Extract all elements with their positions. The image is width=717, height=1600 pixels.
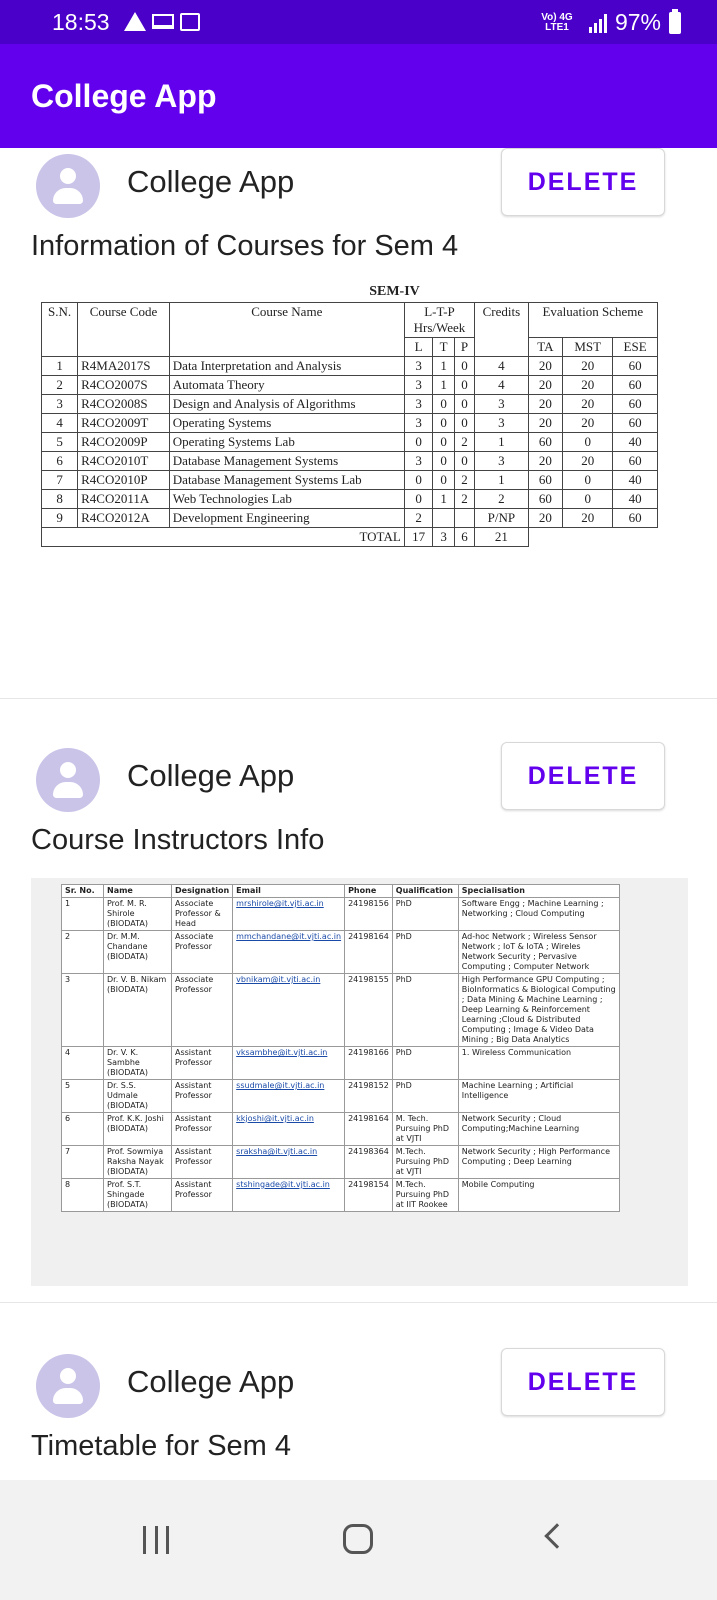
app-title: College App bbox=[31, 78, 217, 114]
table-cell: Operating Systems Lab bbox=[169, 433, 404, 452]
table-cell: 20 bbox=[528, 376, 563, 395]
table-row bbox=[62, 1080, 620, 1113]
table-cell: 40 bbox=[613, 433, 658, 452]
table-cell: 0 bbox=[454, 376, 474, 395]
table-row bbox=[42, 509, 658, 528]
post-feed[interactable] bbox=[0, 148, 717, 1480]
status-time: 18:53 bbox=[52, 9, 110, 35]
table-cell: 0 bbox=[454, 414, 474, 433]
delete-button[interactable]: DELETE bbox=[501, 1348, 665, 1416]
table-cell: 0 bbox=[433, 452, 454, 471]
table-row bbox=[42, 433, 658, 452]
col-header: MST bbox=[563, 338, 613, 357]
table-row bbox=[42, 414, 658, 433]
col-header: Evaluation Scheme bbox=[528, 303, 657, 338]
delete-button[interactable]: DELETE bbox=[501, 742, 665, 810]
table-cell: 5 bbox=[62, 1080, 104, 1113]
table-cell: 20 bbox=[528, 414, 563, 433]
table-cell: 1. Wireless Communication bbox=[458, 1047, 619, 1080]
table-cell: High Performance GPU Computing ; BioInformatics & Biological Computing ; Data Mining & Machine Learning ; Deep Learning & Reinforcement Learning ;Cloud & Distributed Computing ; Image & Video Data Mining ; Big Data Analytics bbox=[458, 974, 619, 1047]
table-cell: Software Engg ; Machine Learning ; Networking ; Cloud Computing bbox=[458, 898, 619, 931]
table-cell: 24198155 bbox=[345, 974, 393, 1047]
table-cell: 0 bbox=[563, 433, 613, 452]
table-cell: 7 bbox=[42, 471, 78, 490]
instructors-table-image[interactable] bbox=[31, 878, 688, 1286]
table-row bbox=[42, 490, 658, 509]
table-cell: R4MA2017S bbox=[78, 357, 170, 376]
table-cell: 24198164 bbox=[345, 1113, 393, 1146]
table-cell: 0 bbox=[433, 395, 454, 414]
post-author: College App bbox=[127, 758, 295, 793]
table-cell: R4CO2011A bbox=[78, 490, 170, 509]
table-row bbox=[42, 376, 658, 395]
recent-apps-button[interactable] bbox=[143, 1526, 169, 1554]
table-row bbox=[62, 1179, 620, 1212]
table-cell: Mobile Computing bbox=[458, 1179, 619, 1212]
table-cell: 0 bbox=[563, 490, 613, 509]
table-cell[interactable]: Dr. V. K. Sambhe (BIODATA) bbox=[104, 1047, 172, 1080]
table-cell: 6 bbox=[62, 1113, 104, 1146]
table-cell: Machine Learning ; Artificial Intelligence bbox=[458, 1080, 619, 1113]
table-row bbox=[62, 1113, 620, 1146]
table-cell: Associate Professor bbox=[172, 974, 233, 1047]
table-cell: 2 bbox=[454, 471, 474, 490]
table-cell: 60 bbox=[613, 414, 658, 433]
table-row bbox=[42, 357, 658, 376]
table-cell: 60 bbox=[613, 452, 658, 471]
table-cell: 0 bbox=[404, 433, 433, 452]
table-cell[interactable]: Prof. M. R. Shirole (BIODATA) bbox=[104, 898, 172, 931]
col-header: P bbox=[454, 338, 474, 357]
notification-icons bbox=[124, 12, 200, 31]
table-cell: M. Tech. Pursuing PhD at VJTI bbox=[392, 1113, 458, 1146]
table-cell: 0 bbox=[563, 471, 613, 490]
post-author: College App bbox=[127, 1364, 295, 1399]
battery-icon bbox=[669, 12, 681, 34]
table-cell: 6 bbox=[42, 452, 78, 471]
table-cell: 0 bbox=[433, 433, 454, 452]
post-card bbox=[0, 148, 717, 688]
sem-heading: SEM-IV bbox=[369, 284, 420, 299]
col-header: Designation bbox=[172, 885, 233, 898]
table-cell: 2 bbox=[62, 931, 104, 974]
table-cell: R4CO2010T bbox=[78, 452, 170, 471]
table-cell: 2 bbox=[42, 376, 78, 395]
table-cell[interactable]: mmchandane@it.vjti.ac.in bbox=[233, 931, 345, 974]
signal-icon bbox=[589, 13, 607, 33]
table-cell: PhD bbox=[392, 898, 458, 931]
col-header: Sr. No. bbox=[62, 885, 104, 898]
table-cell: 9 bbox=[42, 509, 78, 528]
col-header: L bbox=[404, 338, 433, 357]
table-cell: PhD bbox=[392, 931, 458, 974]
table-cell[interactable]: vbnikam@it.vjti.ac.in bbox=[233, 974, 345, 1047]
table-cell: 3 bbox=[404, 414, 433, 433]
post-title: Information of Courses for Sem 4 bbox=[31, 230, 459, 262]
table-cell: 3 bbox=[404, 357, 433, 376]
table-cell: Assistant Professor bbox=[172, 1080, 233, 1113]
status-bar bbox=[0, 0, 717, 44]
post-card bbox=[0, 742, 717, 1322]
table-cell: 60 bbox=[528, 490, 563, 509]
table-cell: 0 bbox=[433, 414, 454, 433]
table-cell: 2 bbox=[454, 433, 474, 452]
table-cell: Database Management Systems bbox=[169, 452, 404, 471]
table-cell: Database Management Systems Lab bbox=[169, 471, 404, 490]
table-cell: 24198364 bbox=[345, 1146, 393, 1179]
col-header: Name bbox=[104, 885, 172, 898]
col-header: TA bbox=[528, 338, 563, 357]
table-cell: 1 bbox=[475, 471, 528, 490]
table-cell: 60 bbox=[528, 471, 563, 490]
table-cell: 4 bbox=[42, 414, 78, 433]
table-cell[interactable]: ssudmale@it.vjti.ac.in bbox=[233, 1080, 345, 1113]
table-cell: 24198152 bbox=[345, 1080, 393, 1113]
table-cell: 2 bbox=[475, 490, 528, 509]
table-cell: 1 bbox=[62, 898, 104, 931]
table-cell: 0 bbox=[404, 471, 433, 490]
col-header: T bbox=[433, 338, 454, 357]
table-cell: 1 bbox=[42, 357, 78, 376]
table-cell: Network Security ; Cloud Computing;Machine Learning bbox=[458, 1113, 619, 1146]
table-cell: 60 bbox=[613, 395, 658, 414]
table-cell: 2 bbox=[454, 490, 474, 509]
post-title: Timetable for Sem 4 bbox=[31, 1430, 292, 1462]
delete-button[interactable]: DELETE bbox=[501, 148, 665, 216]
table-cell: 1 bbox=[433, 376, 454, 395]
table-cell[interactable]: Prof. S.T. Shingade (BIODATA) bbox=[104, 1179, 172, 1212]
table-cell: R4CO2007S bbox=[78, 376, 170, 395]
table-cell: M.Tech. Pursuing PhD at VJTI bbox=[392, 1146, 458, 1179]
table-cell: Assistant Professor bbox=[172, 1146, 233, 1179]
avatar bbox=[36, 1354, 100, 1418]
home-button[interactable] bbox=[343, 1524, 373, 1554]
table-cell: 3 bbox=[404, 395, 433, 414]
table-cell: M.Tech. Pursuing PhD at IIT Rookee bbox=[392, 1179, 458, 1212]
network-indicator: Vo) 4G LTE1 bbox=[541, 11, 573, 33]
table-cell: 20 bbox=[528, 452, 563, 471]
table-cell: 40 bbox=[613, 490, 658, 509]
table-cell: 4 bbox=[62, 1047, 104, 1080]
table-cell: 3 bbox=[404, 452, 433, 471]
table-cell: 60 bbox=[613, 376, 658, 395]
table-cell[interactable]: Dr. M.M. Chandane (BIODATA) bbox=[104, 931, 172, 974]
table-cell[interactable]: Prof. K.K. Joshi (BIODATA) bbox=[104, 1113, 172, 1146]
table-cell: 5 bbox=[42, 433, 78, 452]
table-cell[interactable]: stshingade@it.vjti.ac.in bbox=[233, 1179, 345, 1212]
table-cell: 4 bbox=[475, 376, 528, 395]
table-cell: Automata Theory bbox=[169, 376, 404, 395]
table-cell: 3 bbox=[404, 376, 433, 395]
table-row bbox=[42, 452, 658, 471]
avatar bbox=[36, 748, 100, 812]
table-cell: Design and Analysis of Algorithms bbox=[169, 395, 404, 414]
col-header: L-T-P Hrs/Week bbox=[404, 303, 474, 338]
table-cell: 24198156 bbox=[345, 898, 393, 931]
avatar bbox=[36, 154, 100, 218]
app-bar bbox=[0, 44, 717, 148]
table-cell: Operating Systems bbox=[169, 414, 404, 433]
table-cell[interactable]: kkjoshi@it.vjti.ac.in bbox=[233, 1113, 345, 1146]
table-cell: Data Interpretation and Analysis bbox=[169, 357, 404, 376]
col-header: Course Code bbox=[78, 303, 170, 357]
table-cell: 3 bbox=[42, 395, 78, 414]
table-cell: 3 bbox=[475, 452, 528, 471]
table-row bbox=[42, 395, 658, 414]
col-header: Qualification bbox=[392, 885, 458, 898]
table-cell: 20 bbox=[563, 376, 613, 395]
table-cell: Associate Professor bbox=[172, 931, 233, 974]
table-row bbox=[62, 931, 620, 974]
col-header: Course Name bbox=[169, 303, 404, 357]
table-cell: 1 bbox=[433, 357, 454, 376]
table-cell: 24198166 bbox=[345, 1047, 393, 1080]
table-cell: Network Security ; High Performance Computing ; Deep Learning bbox=[458, 1146, 619, 1179]
table-cell: PhD bbox=[392, 1080, 458, 1113]
col-header: S.N. bbox=[42, 303, 78, 357]
table-cell: R4CO2010P bbox=[78, 471, 170, 490]
instructors-table bbox=[61, 884, 620, 1212]
laptop-icon bbox=[152, 14, 174, 29]
table-cell: 0 bbox=[454, 395, 474, 414]
table-cell: 0 bbox=[404, 490, 433, 509]
table-cell: 8 bbox=[42, 490, 78, 509]
table-cell: 8 bbox=[62, 1179, 104, 1212]
table-cell: PhD bbox=[392, 974, 458, 1047]
table-cell: 20 bbox=[563, 452, 613, 471]
table-cell: 20 bbox=[528, 509, 563, 528]
table-cell: Assistant Professor bbox=[172, 1179, 233, 1212]
table-cell: 20 bbox=[528, 357, 563, 376]
table-cell: 20 bbox=[563, 509, 613, 528]
table-cell: PhD bbox=[392, 1047, 458, 1080]
table-cell: 0 bbox=[433, 471, 454, 490]
table-cell: P/NP bbox=[475, 509, 528, 528]
navigation-bar bbox=[0, 1480, 717, 1600]
table-cell: R4CO2009P bbox=[78, 433, 170, 452]
table-cell[interactable]: mrshirole@it.vjti.ac.in bbox=[233, 898, 345, 931]
table-cell: 40 bbox=[613, 471, 658, 490]
table-row bbox=[62, 1047, 620, 1080]
battery-percent: 97% bbox=[614, 9, 661, 35]
col-header: Email bbox=[233, 885, 345, 898]
table-cell: 24198154 bbox=[345, 1179, 393, 1212]
table-row bbox=[42, 471, 658, 490]
course-table bbox=[41, 302, 658, 547]
table-row bbox=[62, 974, 620, 1047]
table-cell bbox=[433, 509, 454, 528]
table-cell[interactable]: Dr. V. B. Nikam (BIODATA) bbox=[104, 974, 172, 1047]
table-cell: Associate Professor & Head bbox=[172, 898, 233, 931]
table-cell: 60 bbox=[613, 357, 658, 376]
course-table-image[interactable] bbox=[31, 284, 688, 672]
table-cell: Ad-hoc Network ; Wireless Sensor Network ; IoT & IoTA ; Wireles Network Security ; Pervasive Computing ; Computer Network bbox=[458, 931, 619, 974]
post-author: College App bbox=[127, 164, 295, 199]
table-cell: 3 bbox=[475, 414, 528, 433]
table-row bbox=[62, 898, 620, 931]
table-cell: 60 bbox=[528, 433, 563, 452]
image-icon bbox=[180, 13, 200, 31]
col-header: Specialisation bbox=[458, 885, 619, 898]
table-cell[interactable]: Dr. S.S. Udmale (BIODATA) bbox=[104, 1080, 172, 1113]
table-row bbox=[62, 1146, 620, 1179]
alert-icon bbox=[124, 12, 146, 31]
status-right bbox=[533, 9, 681, 36]
table-cell: 24198164 bbox=[345, 931, 393, 974]
table-cell: Assistant Professor bbox=[172, 1047, 233, 1080]
table-cell: 20 bbox=[528, 395, 563, 414]
table-cell: 20 bbox=[563, 395, 613, 414]
col-header: Credits bbox=[475, 303, 528, 357]
table-cell: 1 bbox=[475, 433, 528, 452]
table-cell: 3 bbox=[475, 395, 528, 414]
table-cell: 20 bbox=[563, 357, 613, 376]
table-cell: 20 bbox=[563, 414, 613, 433]
total-row: TOTAL 17 3 6 21 bbox=[42, 528, 658, 547]
table-cell: R4CO2012A bbox=[78, 509, 170, 528]
post-title: Course Instructors Info bbox=[31, 824, 325, 856]
col-header: ESE bbox=[613, 338, 658, 357]
table-cell: Assistant Professor bbox=[172, 1113, 233, 1146]
back-button[interactable] bbox=[544, 1523, 569, 1548]
table-cell[interactable]: vksambhe@it.vjti.ac.in bbox=[233, 1047, 345, 1080]
table-cell[interactable]: sraksha@it.vjti.ac.in bbox=[233, 1146, 345, 1179]
table-cell: 1 bbox=[433, 490, 454, 509]
table-cell: 60 bbox=[613, 509, 658, 528]
table-cell: 0 bbox=[454, 357, 474, 376]
table-cell: 3 bbox=[62, 974, 104, 1047]
table-cell: R4CO2009T bbox=[78, 414, 170, 433]
table-cell: 7 bbox=[62, 1146, 104, 1179]
table-cell: 2 bbox=[404, 509, 433, 528]
col-header: Phone bbox=[345, 885, 393, 898]
table-cell: Development Engineering bbox=[169, 509, 404, 528]
table-cell: 0 bbox=[454, 452, 474, 471]
table-cell: R4CO2008S bbox=[78, 395, 170, 414]
table-cell: Web Technologies Lab bbox=[169, 490, 404, 509]
table-cell bbox=[454, 509, 474, 528]
table-cell[interactable]: Prof. Sowmiya Raksha Nayak (BIODATA) bbox=[104, 1146, 172, 1179]
table-cell: 4 bbox=[475, 357, 528, 376]
